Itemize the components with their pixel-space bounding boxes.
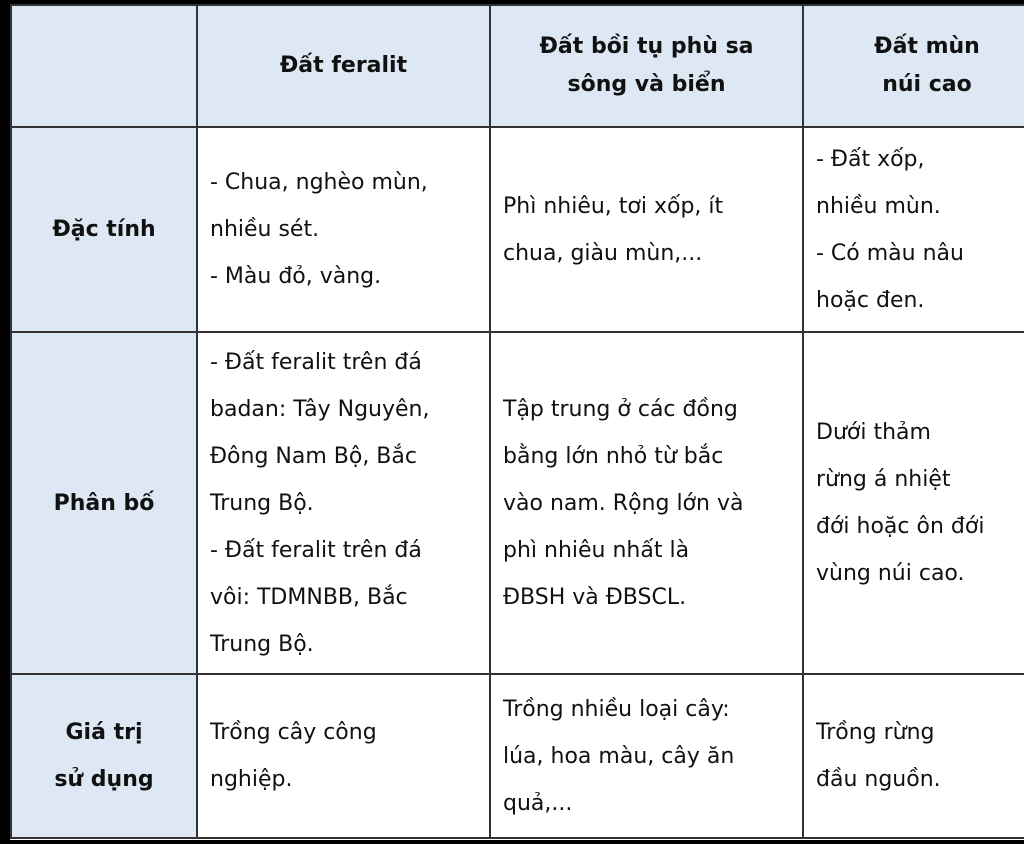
row-label-usage-value <box>11 674 197 838</box>
header-alluvial <box>490 5 803 127</box>
soil-comparison-table <box>10 4 1024 839</box>
row-label-distribution <box>11 332 197 674</box>
cell-line: Phì nhiêu, tơi xốp, ít <box>503 193 724 219</box>
row-label-text: Đặc tính <box>52 217 156 242</box>
cell-line: badan: Tây Nguyên, <box>210 396 430 422</box>
cell-characteristics-alluvial <box>490 127 803 332</box>
cell-line: bằng lớn nhỏ từ bắc <box>503 443 724 469</box>
cell-line: Trồng cây công <box>210 720 377 745</box>
cell-usage-alluvial <box>490 674 803 838</box>
cell-line: rừng á nhiệt <box>816 467 951 492</box>
cell-line: nhiều sét. <box>210 217 320 242</box>
cell-line: vào nam. Rộng lớn và <box>503 490 744 516</box>
cell-distribution-feralit <box>197 332 490 674</box>
cell-line: vùng núi cao. <box>816 561 965 586</box>
cell-line: quả,... <box>503 790 573 816</box>
cell-line: - Có màu nâu <box>816 240 964 266</box>
header-row <box>11 5 1024 127</box>
cell-line: - Chua, nghèo mùn, <box>210 170 428 195</box>
cell-characteristics-humus <box>803 127 1024 332</box>
header-feralit-text: Đất feralit <box>279 53 408 78</box>
cell-line: chua, giàu mùn,... <box>503 240 703 266</box>
cell-line: Trồng nhiều loại cây: <box>503 696 730 722</box>
header-feralit <box>197 5 490 127</box>
cell-line: - Đất feralit trên đá <box>210 349 422 375</box>
header-humus-line-1: Đất mùn <box>874 34 980 59</box>
table-row <box>11 674 1024 838</box>
cell-line: nhiều mùn. <box>816 193 941 219</box>
cell-line: Trung Bộ. <box>210 490 314 516</box>
cell-line: đầu nguồn. <box>816 767 941 792</box>
cell-line: - Đất xốp, <box>816 146 925 172</box>
cell-line: hoặc đen. <box>816 287 925 313</box>
header-alluvial-line-2: sông và biển <box>567 72 726 97</box>
cell-line: đới hoặc ôn đới <box>816 514 985 539</box>
header-corner-cell <box>11 5 197 127</box>
cell-line: ĐBSH và ĐBSCL. <box>503 584 687 610</box>
cell-line: phì nhiêu nhất là <box>503 537 690 563</box>
cell-usage-humus <box>803 674 1024 838</box>
cell-line: Trồng rừng <box>816 720 935 745</box>
row-label-line-1: Giá trị <box>65 720 143 745</box>
header-humus-line-2: núi cao <box>882 72 972 97</box>
header-humus <box>803 5 1024 127</box>
cell-line: lúa, hoa màu, cây ăn <box>503 743 735 769</box>
cell-characteristics-feralit <box>197 127 490 332</box>
table-row <box>11 127 1024 332</box>
cell-distribution-alluvial <box>490 332 803 674</box>
cell-line: - Màu đỏ, vàng. <box>210 264 382 289</box>
cell-distribution-humus <box>803 332 1024 674</box>
table-row <box>11 332 1024 674</box>
cell-line: Tập trung ở các đồng <box>503 396 738 422</box>
header-alluvial-line-1: Đất bồi tụ phù sa <box>539 34 754 59</box>
cell-line: - Đất feralit trên đá <box>210 537 422 563</box>
row-label-line-2: sử dụng <box>54 767 154 792</box>
cell-line: Dưới thảm <box>816 420 931 445</box>
cell-line: Trung Bộ. <box>210 631 314 657</box>
cell-line: Đông Nam Bộ, Bắc <box>210 443 417 469</box>
row-label-characteristics <box>11 127 197 332</box>
cell-line: vôi: TDMNBB, Bắc <box>210 584 408 610</box>
document-page <box>10 4 1024 840</box>
cell-line: nghiệp. <box>210 767 293 792</box>
cell-usage-feralit <box>197 674 490 838</box>
row-label-text: Phân bố <box>53 490 155 516</box>
